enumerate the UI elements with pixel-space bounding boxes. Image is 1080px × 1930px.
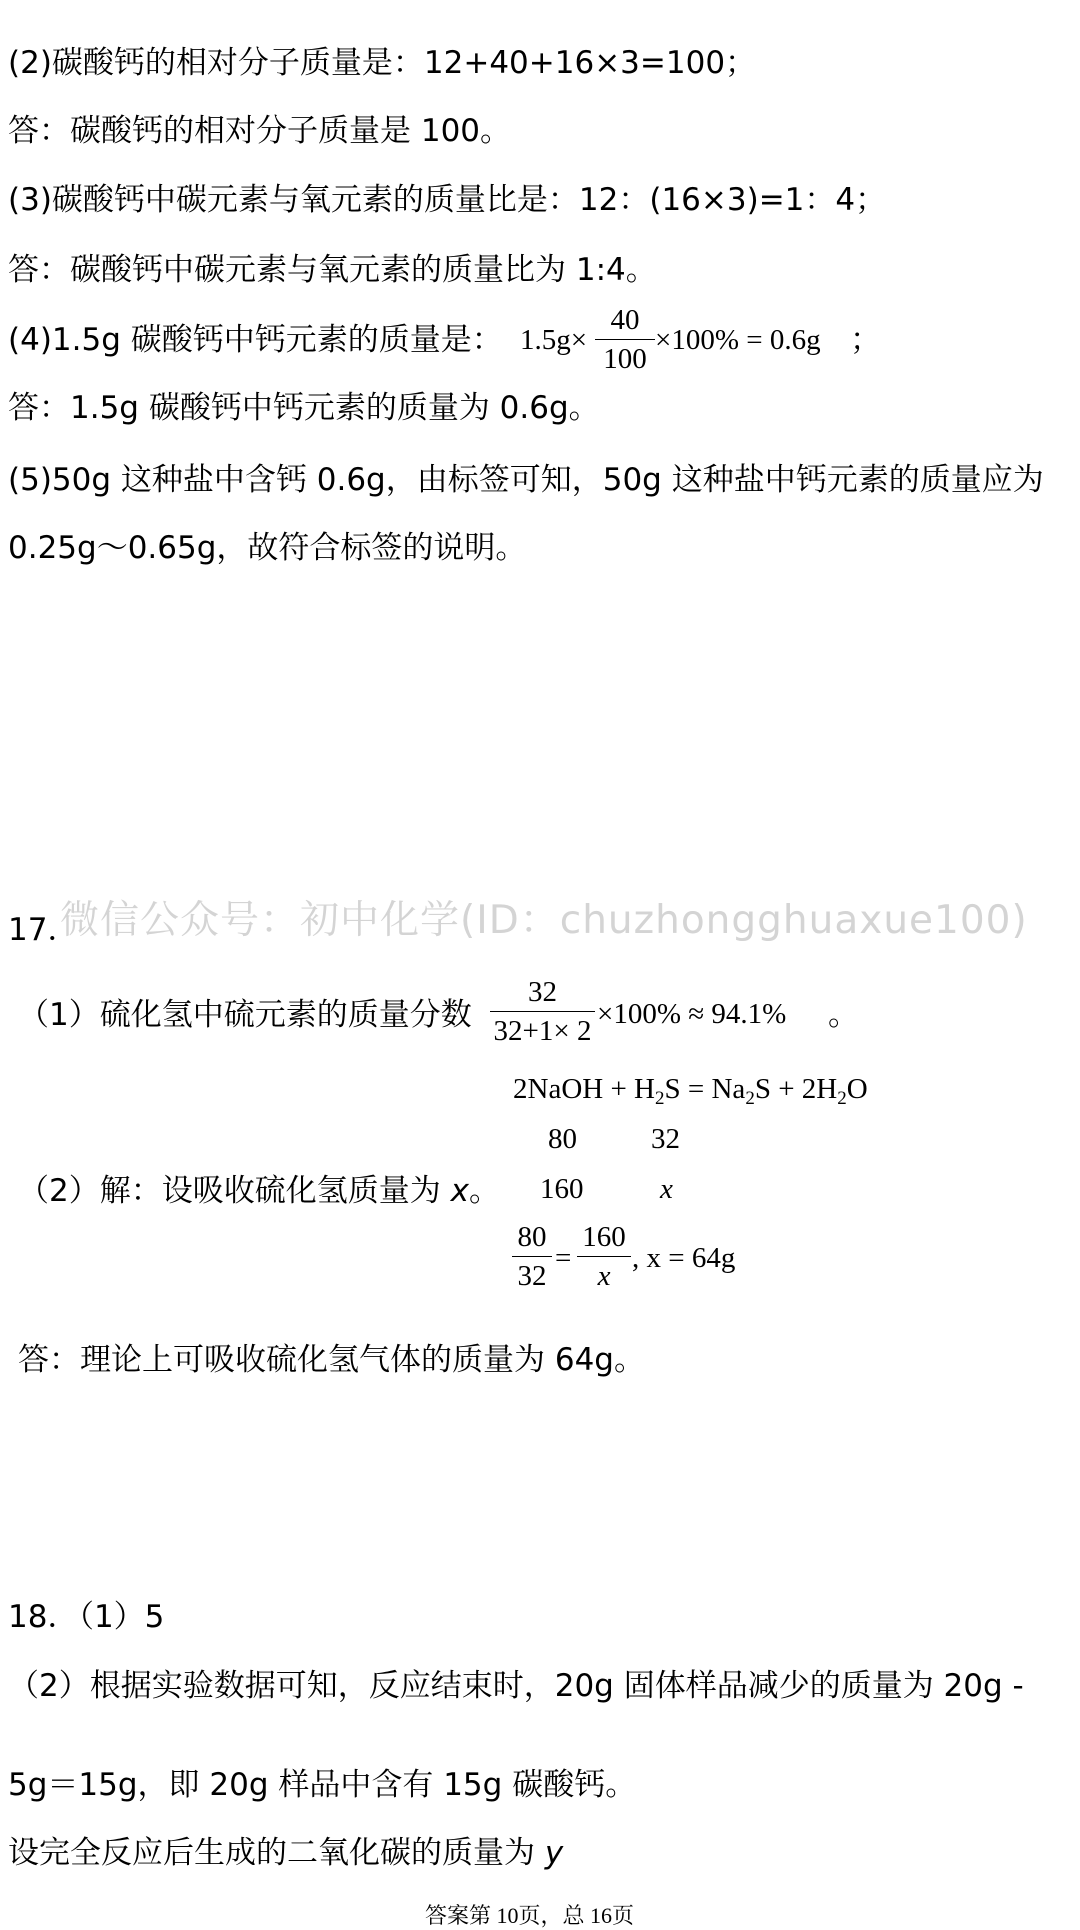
formula-s-fraction bbox=[490, 975, 595, 1048]
line-q4-suffix: ； bbox=[850, 322, 881, 358]
question-17-number: 17． bbox=[8, 912, 79, 948]
line-q3: (3)碳酸钙中碳元素与氧元素的质量比是：12：(16×3)=1：4； bbox=[8, 182, 887, 218]
formula-ca-numerator: 40 bbox=[610, 304, 640, 336]
fraction-bar bbox=[577, 1256, 631, 1257]
answer-q3: 答：碳酸钙中碳元素与氧元素的质量比为 1:4。 bbox=[8, 252, 657, 288]
eq-part-c: S + 2H bbox=[754, 1073, 838, 1105]
q17-part1-prefix: （1）硫化氢中硫元素的质量分数 bbox=[18, 997, 472, 1033]
proportion-fraction-left bbox=[512, 1220, 552, 1293]
formula-ca-lead: 1.5g× bbox=[520, 324, 588, 356]
question-18-part2b: 5g＝15g，即 20g 样品中含有 15g 碳酸钙。 bbox=[8, 1767, 637, 1803]
line-q5a: (5)50g 这种盐中含钙 0.6g，由标签可知，50g 这种盐中钙元素的质量应为 bbox=[8, 462, 1044, 498]
eq-sub-b: 2 bbox=[745, 1088, 755, 1109]
ratio-row1-a: 80 bbox=[548, 1123, 577, 1155]
question-18-part2a: （2）根据实验数据可知，反应结束时，20g 固体样品减少的质量为 20g - bbox=[8, 1668, 1024, 1704]
answer-q4: 答：1.5g 碳酸钙中钙元素的质量为 0.6g。 bbox=[8, 390, 600, 426]
eq-sub-c: 2 bbox=[837, 1088, 847, 1109]
eq-part-a: 2NaOH + H bbox=[513, 1073, 655, 1105]
question-18-part1: 18．（1）5 bbox=[8, 1599, 165, 1635]
proportion-fraction-right bbox=[577, 1220, 631, 1293]
formula-s-tail: ×100% ≈ 94.1% bbox=[597, 998, 787, 1030]
proportion-result: , x = 64g bbox=[632, 1242, 736, 1274]
eq-sub-a: 2 bbox=[655, 1088, 665, 1109]
page-footer: 答案第 10页，总 16页 bbox=[425, 1903, 635, 1928]
q18-part3-var: y bbox=[544, 1835, 564, 1871]
q17-part2-prefix: （2）解：设吸收硫化氢质量为 bbox=[18, 1173, 451, 1209]
q17-part1-suffix: 。 bbox=[828, 997, 859, 1033]
fraction-bar bbox=[512, 1256, 552, 1257]
q18-part3-prefix: 设完全反应后生成的二氧化碳的质量为 bbox=[8, 1835, 545, 1871]
q17-part2-var: x bbox=[450, 1173, 469, 1209]
eq-part-b: S = Na bbox=[664, 1073, 746, 1105]
formula-s-denominator: 32+1× 2 bbox=[493, 1015, 592, 1047]
formula-ca-denominator: 100 bbox=[603, 343, 647, 375]
fraction-bar bbox=[490, 1011, 595, 1012]
ratio-row2-a: 160 bbox=[540, 1173, 584, 1205]
proportion-left-denominator: 32 bbox=[517, 1260, 547, 1292]
fraction-bar bbox=[595, 339, 655, 340]
proportion-left-numerator: 80 bbox=[517, 1221, 547, 1253]
answer-q17: 答：理论上可吸收硫化氢气体的质量为 64g。 bbox=[18, 1342, 645, 1378]
eq-part-d: O bbox=[846, 1073, 868, 1105]
line-q5b: 0.25g～0.65g，故符合标签的说明。 bbox=[8, 530, 527, 566]
proportion-right-denominator: x bbox=[597, 1260, 611, 1292]
ratio-row2-b: x bbox=[660, 1173, 673, 1205]
q17-part2 bbox=[18, 1171, 500, 1211]
formula-ca-tail: ×100% = 0.6g bbox=[655, 324, 821, 356]
proportion-right-numerator: 160 bbox=[582, 1221, 626, 1253]
line-q2: (2)碳酸钙的相对分子质量是：12+40+16×3=100； bbox=[8, 45, 757, 81]
watermark: 微信公众号：初中化学(ID：chuzhongghuaxue100) bbox=[60, 898, 1028, 943]
q17-part2-suffix: 。 bbox=[468, 1173, 500, 1209]
question-18-part3 bbox=[8, 1833, 563, 1873]
line-q4-prefix: (4)1.5g 碳酸钙中钙元素的质量是： bbox=[8, 322, 503, 358]
formula-ca-fraction bbox=[595, 303, 655, 376]
formula-s-numerator: 32 bbox=[528, 976, 557, 1008]
ratio-row1-b: 32 bbox=[651, 1123, 680, 1155]
chemical-equation bbox=[513, 1073, 868, 1115]
answer-q2: 答：碳酸钙的相对分子质量是 100。 bbox=[8, 113, 512, 149]
proportion-equals: = bbox=[555, 1242, 572, 1274]
